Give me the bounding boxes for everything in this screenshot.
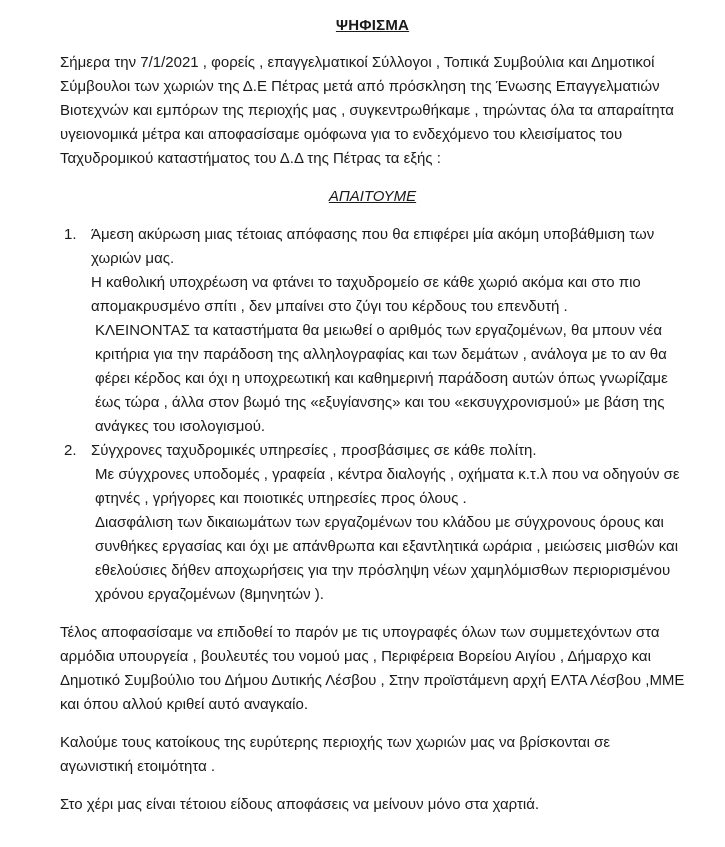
demand-paragraph: ΚΛΕΙΝΟΝΤΑΣ τα καταστήματα θα μειωθεί ο αριθμός των εργαζομένων, θα μπουν νέα κριτήρια για την παράδοση της αλληλογραφίας και των δεμάτων , ανάλογα με το αν θα φέρει κέρδος και όχι η υποχρεωτική και καθημερινή παράδοση αυτών όπως γνωρίζαμε έως τώρα , άλλα στον βωμό της «εξυγίανσης» και του «εκσυγχρονισμού» με βάση της ανάγκες του ισολογισμού. (95, 322, 668, 435)
demand-number: 2. (64, 442, 77, 459)
intro-paragraph: Σήμερα την 7/1/2021 , φορείς , επαγγελματικοί Σύλλογοι , Τοπικά Συμβούλια και Δημοτικοί Σύμβουλοι των χωριών της Δ.Ε Πέτρας μετά από πρόσκληση της Ένωσης Επαγγελματιών Βιοτεχνών και εμπόρων της περιοχής μας , συγκεντρωθήκαμε , τηρώντας όλα τα απαραίτητα υγειονομικά μέτρα και αποφασίσαμε ομόφωνα για το ενδεχόμενο του κλεισίματος του Ταχυδρομικού καταστήματος του Δ.Δ της Πέτρας τα εξής : (60, 54, 674, 167)
final-paragraph: Στο χέρι μας είναι τέτοιου είδους αποφάσεις να μείνουν μόνο στα χαρτιά. (60, 796, 540, 813)
demand-paragraph: Η καθολική υποχρέωση να φτάνει το ταχυδρομείο σε κάθε χωριό ακόμα και στο πιο απομακρυσμένο σπίτι , δεν μπαίνει στο ζύγι του κέρδους του επενδυτή . (91, 274, 641, 315)
demand-item-2 (60, 439, 685, 607)
demand-paragraph: Με σύγχρονες υποδομές , γραφεία , κέντρα διαλογής , οχήματα κ.τ.λ που να οδηγούν σε φτηνές , γρήγορες και ποιοτικές υπηρεσίες προς όλους . (95, 466, 680, 507)
demand-paragraph: Διασφάλιση των δικαιωμάτων των εργαζομένων του κλάδου με σύγχρονους όρους και συνθήκες εργασίας και όχι με απάνθρωπα και εξαντλητικά ωράρια , μειώσεις μισθών και εθελούσιες δήθεν αποχωρήσεις για την πρόσληψη νέων χαμηλόμισθων περιορισμένου χρόνου εργαζομένων (8μηνητών ). (95, 514, 679, 603)
demand-item-1 (60, 223, 685, 439)
call-paragraph: Καλούμε τους κατοίκους της ευρύτερης περιοχής των χωριών μας να βρίσκονται σε αγωνιστική ετοιμότητα . (60, 734, 611, 775)
closing-paragraph: Τέλος αποφασίσαμε να επιδοθεί το παρόν με τις υπογραφές όλων των συμμετεχόντων στα αρμόδια υπουργεία , βουλευτές του νομού μας , Περιφέρεια Βορείου Αιγίου , Δήμαρχο και Δημοτικό Συμβούλιο του Δήμου Δυτικής Λέσβου , Στην προϊστάμενη αρχή ΕΛΤΑ Λέσβου ,ΜΜΕ και όπου αλλού κριθεί αυτό αναγκαίο. (60, 624, 685, 713)
document-title: ΨΗΦΙΣΜΑ (335, 17, 410, 34)
demands-heading: ΑΠΑΙΤΟΥΜΕ (328, 188, 417, 205)
demand-paragraph: Άμεση ακύρωση μιας τέτοιας απόφασης που θα επιφέρει μία ακόμη υποβάθμιση των χωριών μας. (91, 226, 655, 267)
demands-list (60, 223, 685, 607)
demand-paragraph: Σύγχρονες ταχυδρομικές υπηρεσίες , προσβάσιμες σε κάθε πολίτη. (91, 442, 537, 459)
demand-number: 1. (64, 226, 77, 243)
